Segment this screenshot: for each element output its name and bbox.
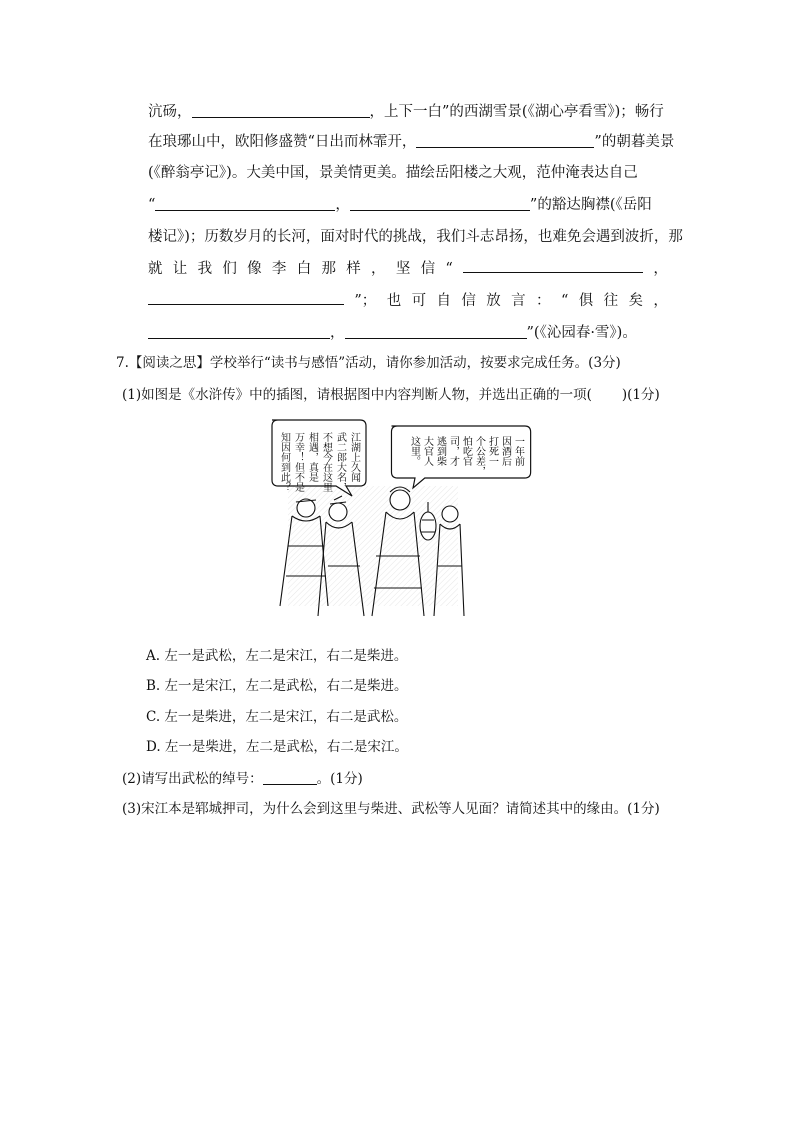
bubble-right-col5: 怕吃官 [460, 436, 472, 466]
char: 信 [420, 261, 436, 277]
bubble-right-col9: 这里。 [408, 436, 420, 466]
bubble-left-col5: 万幸！但不是 [292, 432, 304, 492]
text-line-4 [148, 194, 668, 216]
char: 放 [486, 293, 501, 309]
question-7-1-text: (1)如图是《水浒传》中的插图，请根据图中内容判断人物，并选出正确的一项( [122, 387, 592, 403]
text-line-8 [148, 322, 668, 344]
char: 那 [321, 261, 336, 277]
line2-start: 在琅琊山中，欧阳修盛赞“日出而林霏开， [148, 134, 417, 150]
line1-start: 沆砀， [148, 104, 192, 120]
char: 信 [461, 293, 476, 309]
char: 们 [222, 261, 237, 277]
char: 言 [511, 293, 526, 309]
water-margin-illustration [268, 416, 524, 628]
option-b[interactable]: B. 左一是宋江，左二是武松，右二是柴进。 [146, 678, 408, 694]
char: ， [653, 261, 668, 277]
question-7-3: (3)宋江本是郓城押司，为什么会到这里与柴进、武松等人见面？请简述其中的缘由。(1分) [122, 801, 660, 817]
char: 我 [197, 261, 213, 277]
char: ”； [354, 293, 377, 309]
char: 也 [386, 293, 402, 309]
answer-blank[interactable] [148, 290, 344, 305]
answer-blank[interactable] [463, 258, 643, 273]
text-line-7 [148, 290, 668, 312]
char: 李 [271, 261, 287, 277]
bubble-right-col2: 因酒后 [499, 436, 511, 466]
answer-blank[interactable] [192, 103, 370, 118]
answer-blank[interactable] [148, 324, 330, 339]
char: 自 [436, 293, 451, 309]
nickname-answer-blank[interactable] [263, 770, 317, 785]
char: 可 [411, 293, 427, 309]
question-7-2-score: 。(1分) [316, 771, 363, 787]
bubble-right-col4: 个公差， [473, 436, 485, 476]
char: 往 [603, 293, 619, 309]
bubble-right-col8: 大官人 [421, 436, 433, 466]
char: “ [560, 293, 569, 309]
char: ： [536, 293, 551, 309]
text-line-1 [148, 101, 668, 123]
char: 坚 [395, 261, 411, 277]
text-line-2 [148, 131, 675, 153]
option-a[interactable]: A. 左一是武松，左二是宋江，右二是柴进。 [146, 648, 408, 664]
answer-blank[interactable] [416, 133, 594, 148]
open-quote: “ [148, 197, 156, 213]
char: 矣 [628, 293, 644, 309]
text-line-5: 楼记》)；历数岁月的长河，面对时代的挑战，我们斗志昂扬，也难免会遇到波折，那 [148, 229, 683, 245]
comma: ， [330, 325, 345, 341]
text-line-6 [148, 258, 668, 280]
answer-blank[interactable] [345, 324, 527, 339]
bubble-right-col7: 逃到柴 [434, 436, 446, 466]
char: 样 [346, 261, 361, 277]
bubble-left-col2: 武二郎大名， [334, 432, 346, 492]
question-7-2-text: (2)请写出武松的绰号： [122, 771, 263, 787]
question-7-heading: 7.【阅读之思】学校举行“读书与感悟”活动，请你参加活动，按要求完成任务。(3分) [116, 355, 621, 371]
line1-end: ，上下一白”的西湖雪景(《湖心亭看雪》)；畅行 [369, 104, 664, 120]
comma: ， [335, 197, 350, 213]
answer-blank[interactable] [155, 196, 335, 211]
answer-blank[interactable] [350, 196, 530, 211]
char: 像 [247, 261, 262, 277]
char: “ [445, 261, 453, 277]
char: ， [653, 293, 668, 309]
question-7-2 [122, 768, 363, 790]
char: ， [371, 261, 386, 277]
bubble-left-col1: 江湖上久闻 [348, 432, 360, 482]
line2-end: ”的朝暮美景 [594, 134, 675, 150]
char: 白 [296, 261, 312, 277]
bubble-right-col6: 司，才 [447, 436, 459, 466]
bubble-right-col3: 打死一 [486, 436, 498, 466]
option-c[interactable]: C. 左一是柴进，左二是宋江，右二是武松。 [146, 709, 408, 725]
text-line-3: (《醉翁亭记》)。大美中国，景美情更美。描绘岳阳楼之大观，范仲淹表达自己 [148, 165, 638, 181]
char: 俱 [578, 293, 594, 309]
bubble-left-col3: 不想今在这里 [320, 432, 332, 492]
bubble-left-col4: 相遇，真是 [306, 432, 318, 482]
line8-end: ”(《沁园春·雪》)。 [526, 325, 637, 341]
bubble-left-col6: 知因何到此？ [278, 432, 290, 492]
char: 让 [172, 261, 188, 277]
line4-end: ”的豁达胸襟(《岳阳 [529, 197, 652, 213]
char: 就 [148, 261, 163, 277]
bubble-right-col1: 一年前 [512, 436, 524, 466]
question-7-1-score: )(1分) [621, 387, 660, 403]
question-7-1 [122, 384, 660, 406]
option-d[interactable]: D. 左一是柴进，左二是武松，右二是宋江。 [146, 739, 408, 755]
